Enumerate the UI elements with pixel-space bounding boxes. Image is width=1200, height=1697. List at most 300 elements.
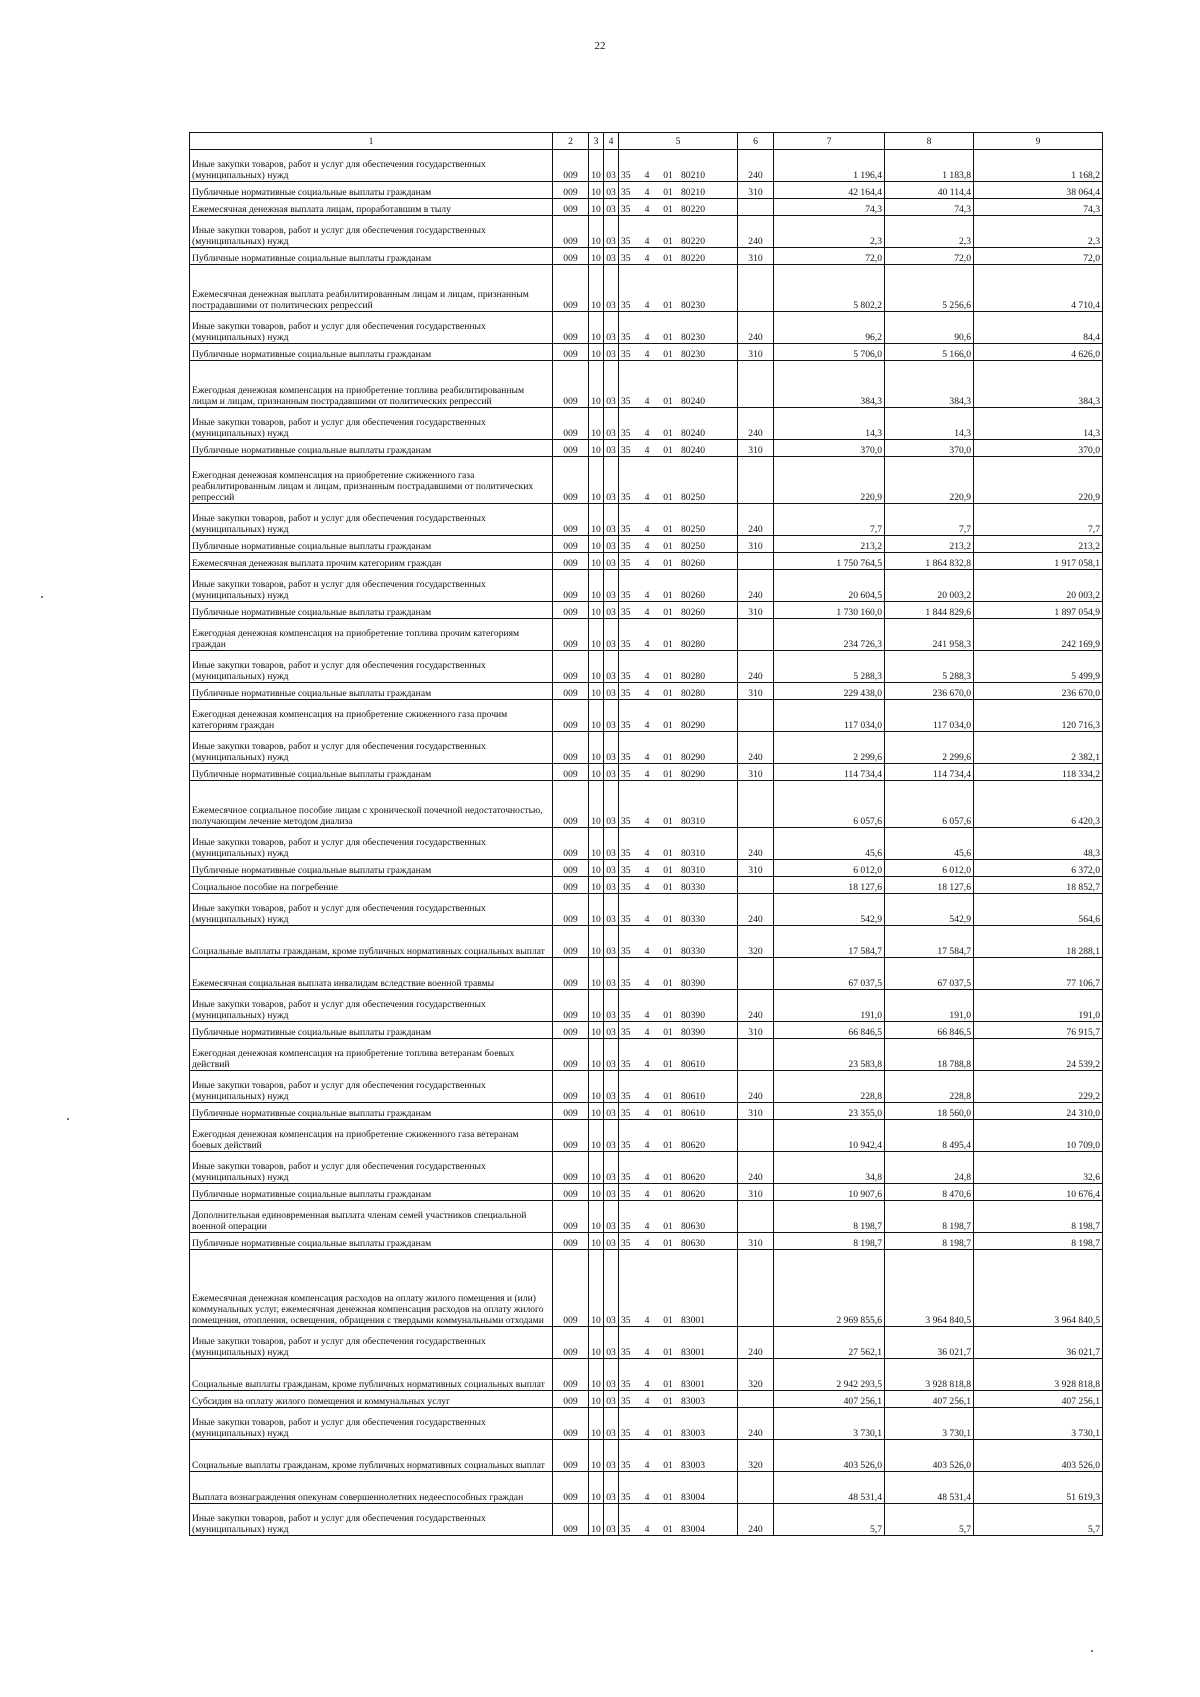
target-article-part: 01 — [663, 639, 673, 650]
amount-year3-cell: 403 526,0 — [974, 1440, 1103, 1472]
section-code-cell: 10 — [589, 199, 604, 216]
expense-type-cell: 240 — [738, 828, 774, 860]
target-article-part: 4 — [644, 1460, 650, 1471]
target-article-part: 35 — [621, 1059, 631, 1070]
expense-type-cell — [738, 1201, 774, 1233]
subsection-code-cell: 03 — [604, 199, 619, 216]
target-article-part: 01 — [663, 1524, 673, 1535]
target-article-cell — [619, 408, 738, 440]
ministry-code-cell: 009 — [553, 1201, 589, 1233]
header-row — [190, 133, 1103, 150]
target-article-part: 4 — [644, 1059, 650, 1070]
amount-year1-cell: 542,9 — [774, 894, 885, 926]
amount-year1-cell: 6 012,0 — [774, 860, 885, 877]
ministry-code-cell: 009 — [553, 1408, 589, 1440]
target-article-cell — [619, 150, 738, 182]
target-article-part: 80250 — [681, 524, 705, 535]
ministry-code-cell: 009 — [553, 248, 589, 265]
header-col-5: 5 — [619, 133, 738, 150]
target-article-part: 01 — [663, 865, 673, 876]
target-article-part: 01 — [663, 1460, 673, 1471]
amount-year2-cell: 74,3 — [885, 199, 974, 216]
target-article-cell — [619, 536, 738, 553]
ministry-code-cell: 009 — [553, 1120, 589, 1152]
amount-year3-cell: 14,3 — [974, 408, 1103, 440]
target-article-part: 01 — [663, 1091, 673, 1102]
amount-year1-cell: 18 127,6 — [774, 877, 885, 894]
table-row — [190, 265, 1103, 312]
target-article-part: 80280 — [681, 671, 705, 682]
subsection-code-cell: 03 — [604, 860, 619, 877]
target-article-part: 01 — [663, 590, 673, 601]
target-article-part: 01 — [663, 253, 673, 264]
target-article-cell — [619, 361, 738, 408]
amount-year2-cell: 384,3 — [885, 361, 974, 408]
ministry-code-cell: 009 — [553, 150, 589, 182]
target-article-part: 83003 — [681, 1428, 705, 1439]
target-article-part: 35 — [621, 558, 631, 569]
amount-year1-cell: 8 198,7 — [774, 1201, 885, 1233]
amount-year3-cell: 3 964 840,5 — [974, 1250, 1103, 1327]
table-row — [190, 651, 1103, 683]
expense-type-cell: 240 — [738, 1152, 774, 1184]
target-article-part: 35 — [621, 1221, 631, 1232]
target-article-part: 35 — [621, 688, 631, 699]
row-name-cell: Ежегодная денежная компенсация на приобретение топлива ветеранам боевых действий — [190, 1039, 553, 1071]
target-article-part: 80390 — [681, 1010, 705, 1021]
subsection-code-cell: 03 — [604, 1120, 619, 1152]
expense-type-cell — [738, 1391, 774, 1408]
scan-speck — [67, 1118, 69, 1120]
target-article-part: 80220 — [681, 253, 705, 264]
amount-year3-cell: 72,0 — [974, 248, 1103, 265]
section-code-cell: 10 — [589, 344, 604, 361]
table-row — [190, 781, 1103, 828]
subsection-code-cell: 03 — [604, 553, 619, 570]
amount-year3-cell: 20 003,2 — [974, 570, 1103, 602]
target-article-cell — [619, 1071, 738, 1103]
ministry-code-cell: 009 — [553, 199, 589, 216]
section-code-cell: 10 — [589, 990, 604, 1022]
ministry-code-cell: 009 — [553, 553, 589, 570]
subsection-code-cell: 03 — [604, 828, 619, 860]
amount-year2-cell: 1 183,8 — [885, 150, 974, 182]
ministry-code-cell: 009 — [553, 651, 589, 683]
subsection-code-cell: 03 — [604, 700, 619, 732]
expense-type-cell: 310 — [738, 1022, 774, 1039]
row-name-cell: Ежемесячная денежная компенсация расходов на оплату жилого помещения и (или) коммунальных услуг, ежемесячная денежная компенсация расходов на оплату жилого помещения, отопления, освещения, обращения с твердыми коммунальными отходами — [190, 1250, 553, 1327]
target-article-cell — [619, 602, 738, 619]
ministry-code-cell: 009 — [553, 1504, 589, 1536]
expense-type-cell: 240 — [738, 894, 774, 926]
expense-type-cell — [738, 958, 774, 990]
target-article-part: 35 — [621, 524, 631, 535]
amount-year3-cell: 84,4 — [974, 312, 1103, 344]
amount-year3-cell: 38 064,4 — [974, 182, 1103, 199]
row-name-cell: Ежегодная денежная компенсация на приобретение сжиженного газа ветеранам боевых действий — [190, 1120, 553, 1152]
amount-year1-cell: 5 706,0 — [774, 344, 885, 361]
row-name-cell: Ежемесячная денежная выплата прочим категориям граждан — [190, 553, 553, 570]
table-row — [190, 1152, 1103, 1184]
amount-year1-cell: 234 726,3 — [774, 619, 885, 651]
row-name-cell: Ежемесячная социальная выплата инвалидам вследствие военной травмы — [190, 958, 553, 990]
amount-year1-cell: 114 734,4 — [774, 764, 885, 781]
target-article-cell — [619, 440, 738, 457]
subsection-code-cell: 03 — [604, 265, 619, 312]
subsection-code-cell: 03 — [604, 781, 619, 828]
target-article-part: 4 — [644, 848, 650, 859]
amount-year2-cell: 1 844 829,6 — [885, 602, 974, 619]
expense-type-cell — [738, 265, 774, 312]
target-article-part: 01 — [663, 720, 673, 731]
target-article-cell — [619, 1408, 738, 1440]
target-article-part: 01 — [663, 332, 673, 343]
target-article-part: 35 — [621, 445, 631, 456]
target-article-part: 01 — [663, 914, 673, 925]
amount-year3-cell: 229,2 — [974, 1071, 1103, 1103]
target-article-part: 01 — [663, 752, 673, 763]
expense-type-cell: 320 — [738, 1440, 774, 1472]
target-article-part: 35 — [621, 1347, 631, 1358]
expense-type-cell: 240 — [738, 651, 774, 683]
expense-type-cell — [738, 877, 774, 894]
expense-type-cell: 310 — [738, 248, 774, 265]
amount-year3-cell: 74,3 — [974, 199, 1103, 216]
target-article-part: 4 — [644, 882, 650, 893]
amount-year1-cell: 27 562,1 — [774, 1327, 885, 1359]
target-article-part: 80330 — [681, 882, 705, 893]
target-article-part: 01 — [663, 1140, 673, 1151]
table-row — [190, 312, 1103, 344]
table-row — [190, 1359, 1103, 1391]
ministry-code-cell: 009 — [553, 344, 589, 361]
amount-year2-cell: 370,0 — [885, 440, 974, 457]
section-code-cell: 10 — [589, 150, 604, 182]
amount-year1-cell: 66 846,5 — [774, 1022, 885, 1039]
ministry-code-cell: 009 — [553, 926, 589, 958]
amount-year1-cell: 5 802,2 — [774, 265, 885, 312]
target-article-part: 35 — [621, 236, 631, 247]
section-code-cell: 10 — [589, 408, 604, 440]
amount-year2-cell: 3 928 818,8 — [885, 1359, 974, 1391]
header-col-8: 8 — [885, 133, 974, 150]
section-code-cell: 10 — [589, 1201, 604, 1233]
section-code-cell: 10 — [589, 894, 604, 926]
target-article-part: 35 — [621, 752, 631, 763]
amount-year2-cell: 48 531,4 — [885, 1472, 974, 1504]
amount-year2-cell: 2,3 — [885, 216, 974, 248]
expense-type-cell — [738, 1039, 774, 1071]
target-article-part: 35 — [621, 671, 631, 682]
section-code-cell: 10 — [589, 1327, 604, 1359]
target-article-cell — [619, 828, 738, 860]
subsection-code-cell: 03 — [604, 602, 619, 619]
amount-year1-cell: 370,0 — [774, 440, 885, 457]
target-article-part: 35 — [621, 1428, 631, 1439]
section-code-cell: 10 — [589, 651, 604, 683]
target-article-part: 35 — [621, 607, 631, 618]
target-article-part: 4 — [644, 1221, 650, 1232]
target-article-cell — [619, 619, 738, 651]
target-article-part: 4 — [644, 558, 650, 569]
target-article-part: 01 — [663, 816, 673, 827]
amount-year1-cell: 20 604,5 — [774, 570, 885, 602]
target-article-part: 80220 — [681, 236, 705, 247]
amount-year1-cell: 8 198,7 — [774, 1233, 885, 1250]
expense-type-cell: 240 — [738, 150, 774, 182]
expense-type-cell: 240 — [738, 990, 774, 1022]
amount-year1-cell: 3 730,1 — [774, 1408, 885, 1440]
ministry-code-cell: 009 — [553, 700, 589, 732]
expense-type-cell: 240 — [738, 216, 774, 248]
target-article-cell — [619, 265, 738, 312]
amount-year2-cell: 117 034,0 — [885, 700, 974, 732]
expense-type-cell — [738, 619, 774, 651]
amount-year1-cell: 42 164,4 — [774, 182, 885, 199]
amount-year2-cell: 36 021,7 — [885, 1327, 974, 1359]
target-article-part: 83003 — [681, 1460, 705, 1471]
page-number: 22 — [594, 40, 606, 52]
target-article-part: 01 — [663, 1492, 673, 1503]
target-article-part: 4 — [644, 914, 650, 925]
subsection-code-cell: 03 — [604, 408, 619, 440]
amount-year3-cell: 4 710,4 — [974, 265, 1103, 312]
amount-year3-cell: 6 372,0 — [974, 860, 1103, 877]
target-article-part: 35 — [621, 978, 631, 989]
expense-type-cell: 240 — [738, 408, 774, 440]
target-article-part: 4 — [644, 769, 650, 780]
expense-type-cell: 240 — [738, 1327, 774, 1359]
row-name-cell: Публичные нормативные социальные выплаты гражданам — [190, 344, 553, 361]
amount-year1-cell: 45,6 — [774, 828, 885, 860]
amount-year2-cell: 5 166,0 — [885, 344, 974, 361]
target-article-part: 4 — [644, 396, 650, 407]
ministry-code-cell: 009 — [553, 732, 589, 764]
amount-year1-cell: 2 969 855,6 — [774, 1250, 885, 1327]
target-article-cell — [619, 1184, 738, 1201]
target-article-part: 01 — [663, 170, 673, 181]
section-code-cell: 10 — [589, 781, 604, 828]
amount-year3-cell: 6 420,3 — [974, 781, 1103, 828]
expense-type-cell: 240 — [738, 1408, 774, 1440]
amount-year2-cell: 17 584,7 — [885, 926, 974, 958]
target-article-part: 83003 — [681, 1396, 705, 1407]
table-row — [190, 150, 1103, 182]
amount-year3-cell: 1 168,2 — [974, 150, 1103, 182]
subsection-code-cell: 03 — [604, 619, 619, 651]
target-article-cell — [619, 199, 738, 216]
amount-year3-cell: 2,3 — [974, 216, 1103, 248]
header-col-1: 1 — [190, 133, 553, 150]
amount-year1-cell: 2,3 — [774, 216, 885, 248]
target-article-part: 83001 — [681, 1347, 705, 1358]
row-name-cell: Публичные нормативные социальные выплаты гражданам — [190, 536, 553, 553]
expense-type-cell: 310 — [738, 764, 774, 781]
section-code-cell: 10 — [589, 1440, 604, 1472]
ministry-code-cell: 009 — [553, 1039, 589, 1071]
row-name-cell: Иные закупки товаров, работ и услуг для обеспечения государственных (муниципальных) нужд — [190, 1408, 553, 1440]
table-row — [190, 1120, 1103, 1152]
section-code-cell: 10 — [589, 1152, 604, 1184]
section-code-cell: 10 — [589, 732, 604, 764]
target-article-part: 80230 — [681, 332, 705, 343]
amount-year1-cell: 34,8 — [774, 1152, 885, 1184]
row-name-cell: Иные закупки товаров, работ и услуг для обеспечения государственных (муниципальных) нужд — [190, 504, 553, 536]
subsection-code-cell: 03 — [604, 1184, 619, 1201]
subsection-code-cell: 03 — [604, 1472, 619, 1504]
target-article-cell — [619, 504, 738, 536]
target-article-cell — [619, 1504, 738, 1536]
target-article-part: 35 — [621, 590, 631, 601]
amount-year2-cell: 66 846,5 — [885, 1022, 974, 1039]
ministry-code-cell: 009 — [553, 182, 589, 199]
expense-type-cell — [738, 700, 774, 732]
ministry-code-cell: 009 — [553, 860, 589, 877]
amount-year1-cell: 23 583,8 — [774, 1039, 885, 1071]
target-article-part: 4 — [644, 170, 650, 181]
target-article-part: 4 — [644, 590, 650, 601]
target-article-part: 4 — [644, 541, 650, 552]
target-article-part: 4 — [644, 1524, 650, 1535]
section-code-cell: 10 — [589, 860, 604, 877]
amount-year3-cell: 18 288,1 — [974, 926, 1103, 958]
expense-type-cell: 240 — [738, 1504, 774, 1536]
target-article-part: 35 — [621, 428, 631, 439]
amount-year1-cell: 1 730 160,0 — [774, 602, 885, 619]
subsection-code-cell: 03 — [604, 1103, 619, 1120]
expense-type-cell — [738, 1250, 774, 1327]
subsection-code-cell: 03 — [604, 216, 619, 248]
subsection-code-cell: 03 — [604, 1152, 619, 1184]
amount-year3-cell: 24 310,0 — [974, 1103, 1103, 1120]
header-col-4: 4 — [604, 133, 619, 150]
table-row — [190, 602, 1103, 619]
target-article-cell — [619, 1152, 738, 1184]
row-name-cell: Иные закупки товаров, работ и услуг для обеспечения государственных (муниципальных) нужд — [190, 1152, 553, 1184]
ministry-code-cell: 009 — [553, 1359, 589, 1391]
table-row — [190, 504, 1103, 536]
amount-year3-cell: 36 021,7 — [974, 1327, 1103, 1359]
row-name-cell: Публичные нормативные социальные выплаты гражданам — [190, 860, 553, 877]
target-article-part: 35 — [621, 1238, 631, 1249]
target-article-part: 01 — [663, 428, 673, 439]
target-article-cell — [619, 553, 738, 570]
scan-speck — [41, 596, 43, 598]
section-code-cell: 10 — [589, 312, 604, 344]
target-article-cell — [619, 958, 738, 990]
amount-year1-cell: 228,8 — [774, 1071, 885, 1103]
amount-year2-cell: 8 495,4 — [885, 1120, 974, 1152]
row-name-cell: Иные закупки товаров, работ и услуг для обеспечения государственных (муниципальных) нужд — [190, 408, 553, 440]
target-article-part: 80210 — [681, 187, 705, 198]
section-code-cell: 10 — [589, 828, 604, 860]
target-article-part: 4 — [644, 1189, 650, 1200]
expense-type-cell: 320 — [738, 1359, 774, 1391]
target-article-part: 80620 — [681, 1140, 705, 1151]
row-name-cell: Дополнительная единовременная выплата членам семей участников специальной военной операции — [190, 1201, 553, 1233]
target-article-part: 01 — [663, 1379, 673, 1390]
target-article-cell — [619, 764, 738, 781]
row-name-cell: Иные закупки товаров, работ и услуг для обеспечения государственных (муниципальных) нужд — [190, 990, 553, 1022]
target-article-part: 01 — [663, 607, 673, 618]
target-article-cell — [619, 1233, 738, 1250]
target-article-part: 80250 — [681, 541, 705, 552]
subsection-code-cell: 03 — [604, 958, 619, 990]
section-code-cell: 10 — [589, 216, 604, 248]
row-name-cell: Публичные нормативные социальные выплаты гражданам — [190, 602, 553, 619]
row-name-cell: Иные закупки товаров, работ и услуг для обеспечения государственных (муниципальных) нужд — [190, 732, 553, 764]
target-article-part: 35 — [621, 914, 631, 925]
amount-year2-cell: 3 730,1 — [885, 1408, 974, 1440]
target-article-part: 35 — [621, 396, 631, 407]
target-article-part: 80330 — [681, 914, 705, 925]
target-article-part: 4 — [644, 524, 650, 535]
table-row — [190, 958, 1103, 990]
target-article-part: 01 — [663, 978, 673, 989]
section-code-cell: 10 — [589, 1071, 604, 1103]
target-article-cell — [619, 1327, 738, 1359]
section-code-cell: 10 — [589, 1022, 604, 1039]
amount-year1-cell: 74,3 — [774, 199, 885, 216]
row-name-cell: Иные закупки товаров, работ и услуг для обеспечения государственных (муниципальных) нужд — [190, 828, 553, 860]
section-code-cell: 10 — [589, 536, 604, 553]
table-row — [190, 877, 1103, 894]
ministry-code-cell: 009 — [553, 1233, 589, 1250]
header-col-2: 2 — [553, 133, 589, 150]
section-code-cell: 10 — [589, 504, 604, 536]
header-col-6: 6 — [738, 133, 774, 150]
target-article-cell — [619, 781, 738, 828]
amount-year2-cell: 213,2 — [885, 536, 974, 553]
expense-type-cell: 310 — [738, 860, 774, 877]
target-article-part: 83001 — [681, 1379, 705, 1390]
amount-year1-cell: 403 526,0 — [774, 1440, 885, 1472]
amount-year2-cell: 228,8 — [885, 1071, 974, 1103]
amount-year1-cell: 10 942,4 — [774, 1120, 885, 1152]
table-row — [190, 1201, 1103, 1233]
amount-year2-cell: 191,0 — [885, 990, 974, 1022]
section-code-cell: 10 — [589, 1391, 604, 1408]
ministry-code-cell: 009 — [553, 1103, 589, 1120]
amount-year3-cell: 5,7 — [974, 1504, 1103, 1536]
target-article-part: 35 — [621, 1379, 631, 1390]
row-name-cell: Ежегодная денежная компенсация на приобретение топлива реабилитированным лицам и лицам, признанным пострадавшими от политических репрессий — [190, 361, 553, 408]
subsection-code-cell: 03 — [604, 570, 619, 602]
amount-year1-cell: 48 531,4 — [774, 1472, 885, 1504]
amount-year3-cell: 4 626,0 — [974, 344, 1103, 361]
subsection-code-cell: 03 — [604, 732, 619, 764]
expense-type-cell — [738, 553, 774, 570]
subsection-code-cell: 03 — [604, 1250, 619, 1327]
target-article-part: 80290 — [681, 720, 705, 731]
subsection-code-cell: 03 — [604, 1327, 619, 1359]
target-article-part: 35 — [621, 1460, 631, 1471]
target-article-cell — [619, 651, 738, 683]
subsection-code-cell: 03 — [604, 1504, 619, 1536]
amount-year2-cell: 241 958,3 — [885, 619, 974, 651]
target-article-part: 35 — [621, 349, 631, 360]
header-col-3: 3 — [589, 133, 604, 150]
amount-year1-cell: 1 750 764,5 — [774, 553, 885, 570]
table-row — [190, 1022, 1103, 1039]
expense-type-cell — [738, 199, 774, 216]
target-article-part: 4 — [644, 300, 650, 311]
target-article-part: 80610 — [681, 1108, 705, 1119]
table-row — [190, 536, 1103, 553]
ministry-code-cell: 009 — [553, 1250, 589, 1327]
row-name-cell: Ежемесячное социальное пособие лицам с хронической почечной недостаточностью, получающим лечение методом диализа — [190, 781, 553, 828]
row-name-cell: Публичные нормативные социальные выплаты гражданам — [190, 683, 553, 700]
